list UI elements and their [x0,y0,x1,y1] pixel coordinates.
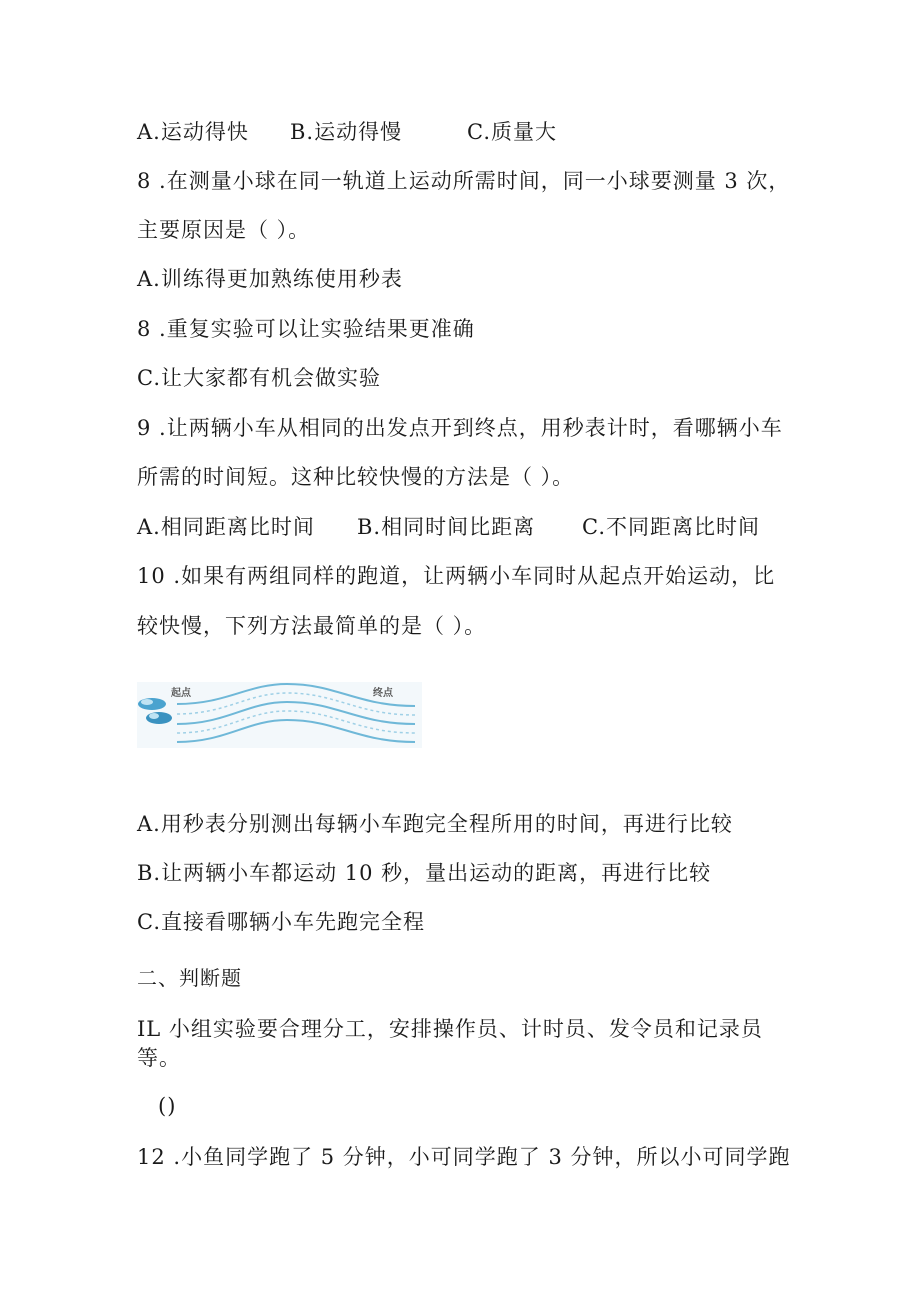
q8-option-a: A.训练得更加熟练使用秒表 [137,267,403,291]
q11-stem-line1: IL 小组实验要合理分工，安排操作员、计时员、发令员和记录员 [137,1017,763,1041]
track-lane-bottom [177,720,415,742]
q11-stem-line2: 等。 [137,1046,181,1070]
q8-option-c: C.让大家都有机会做实验 [137,366,381,390]
q10-option-b: B.让两辆小车都运动 10 秒，量出运动的距离，再进行比较 [137,861,712,885]
car-icon-2 [146,712,172,724]
end-label: 终点 [373,688,393,699]
q9-option-b: B.相同时间比距离 [357,515,536,539]
q12-stem-line1: 12 .小鱼同学跑了 5 分钟，小可同学跑了 3 分钟，所以小可同学跑 [137,1145,791,1169]
q8-stem-line2: 主要原因是（ ）。 [137,218,311,242]
q8-option-b: 8 .重复实验可以让实验结果更准确 [137,317,475,341]
q11-answer-blank[interactable]: () [158,1094,177,1118]
track-figure [137,682,422,748]
q7-option-a: A.运动得快 [137,120,249,144]
track-dash-2 [177,711,415,733]
q7-option-b: B.运动得慢 [290,120,403,144]
q10-option-a: A.用秒表分别测出每辆小车跑完全程所用的时间，再进行比较 [137,812,733,836]
q9-stem-line2: 所需的时间短。这种比较快慢的方法是（ ）。 [137,465,575,489]
q10-stem-line1: 10 .如果有两组同样的跑道，让两辆小车同时从起点开始运动，比 [137,564,776,588]
q9-option-c: C.不同距离比时间 [582,515,760,539]
q9-option-a: A.相同距离比时间 [137,515,315,539]
q10-option-c: C.直接看哪辆小车先跑完全程 [137,910,425,934]
q8-stem-line1: 8 .在测量小球在同一轨道上运动所需时间，同一小球要测量 3 次， [137,169,791,193]
q10-stem-line2: 较快慢，下列方法最简单的是（ ）。 [137,614,487,638]
car-icon-1 [138,698,166,710]
q9-stem-line1: 9 .让两辆小车从相同的出发点开到终点，用秒表计时，看哪辆小车 [137,416,783,440]
q7-option-c: C.质量大 [467,120,557,144]
start-label: 起点 [171,688,191,699]
section-heading-judgement: 二、判断题 [137,966,242,990]
